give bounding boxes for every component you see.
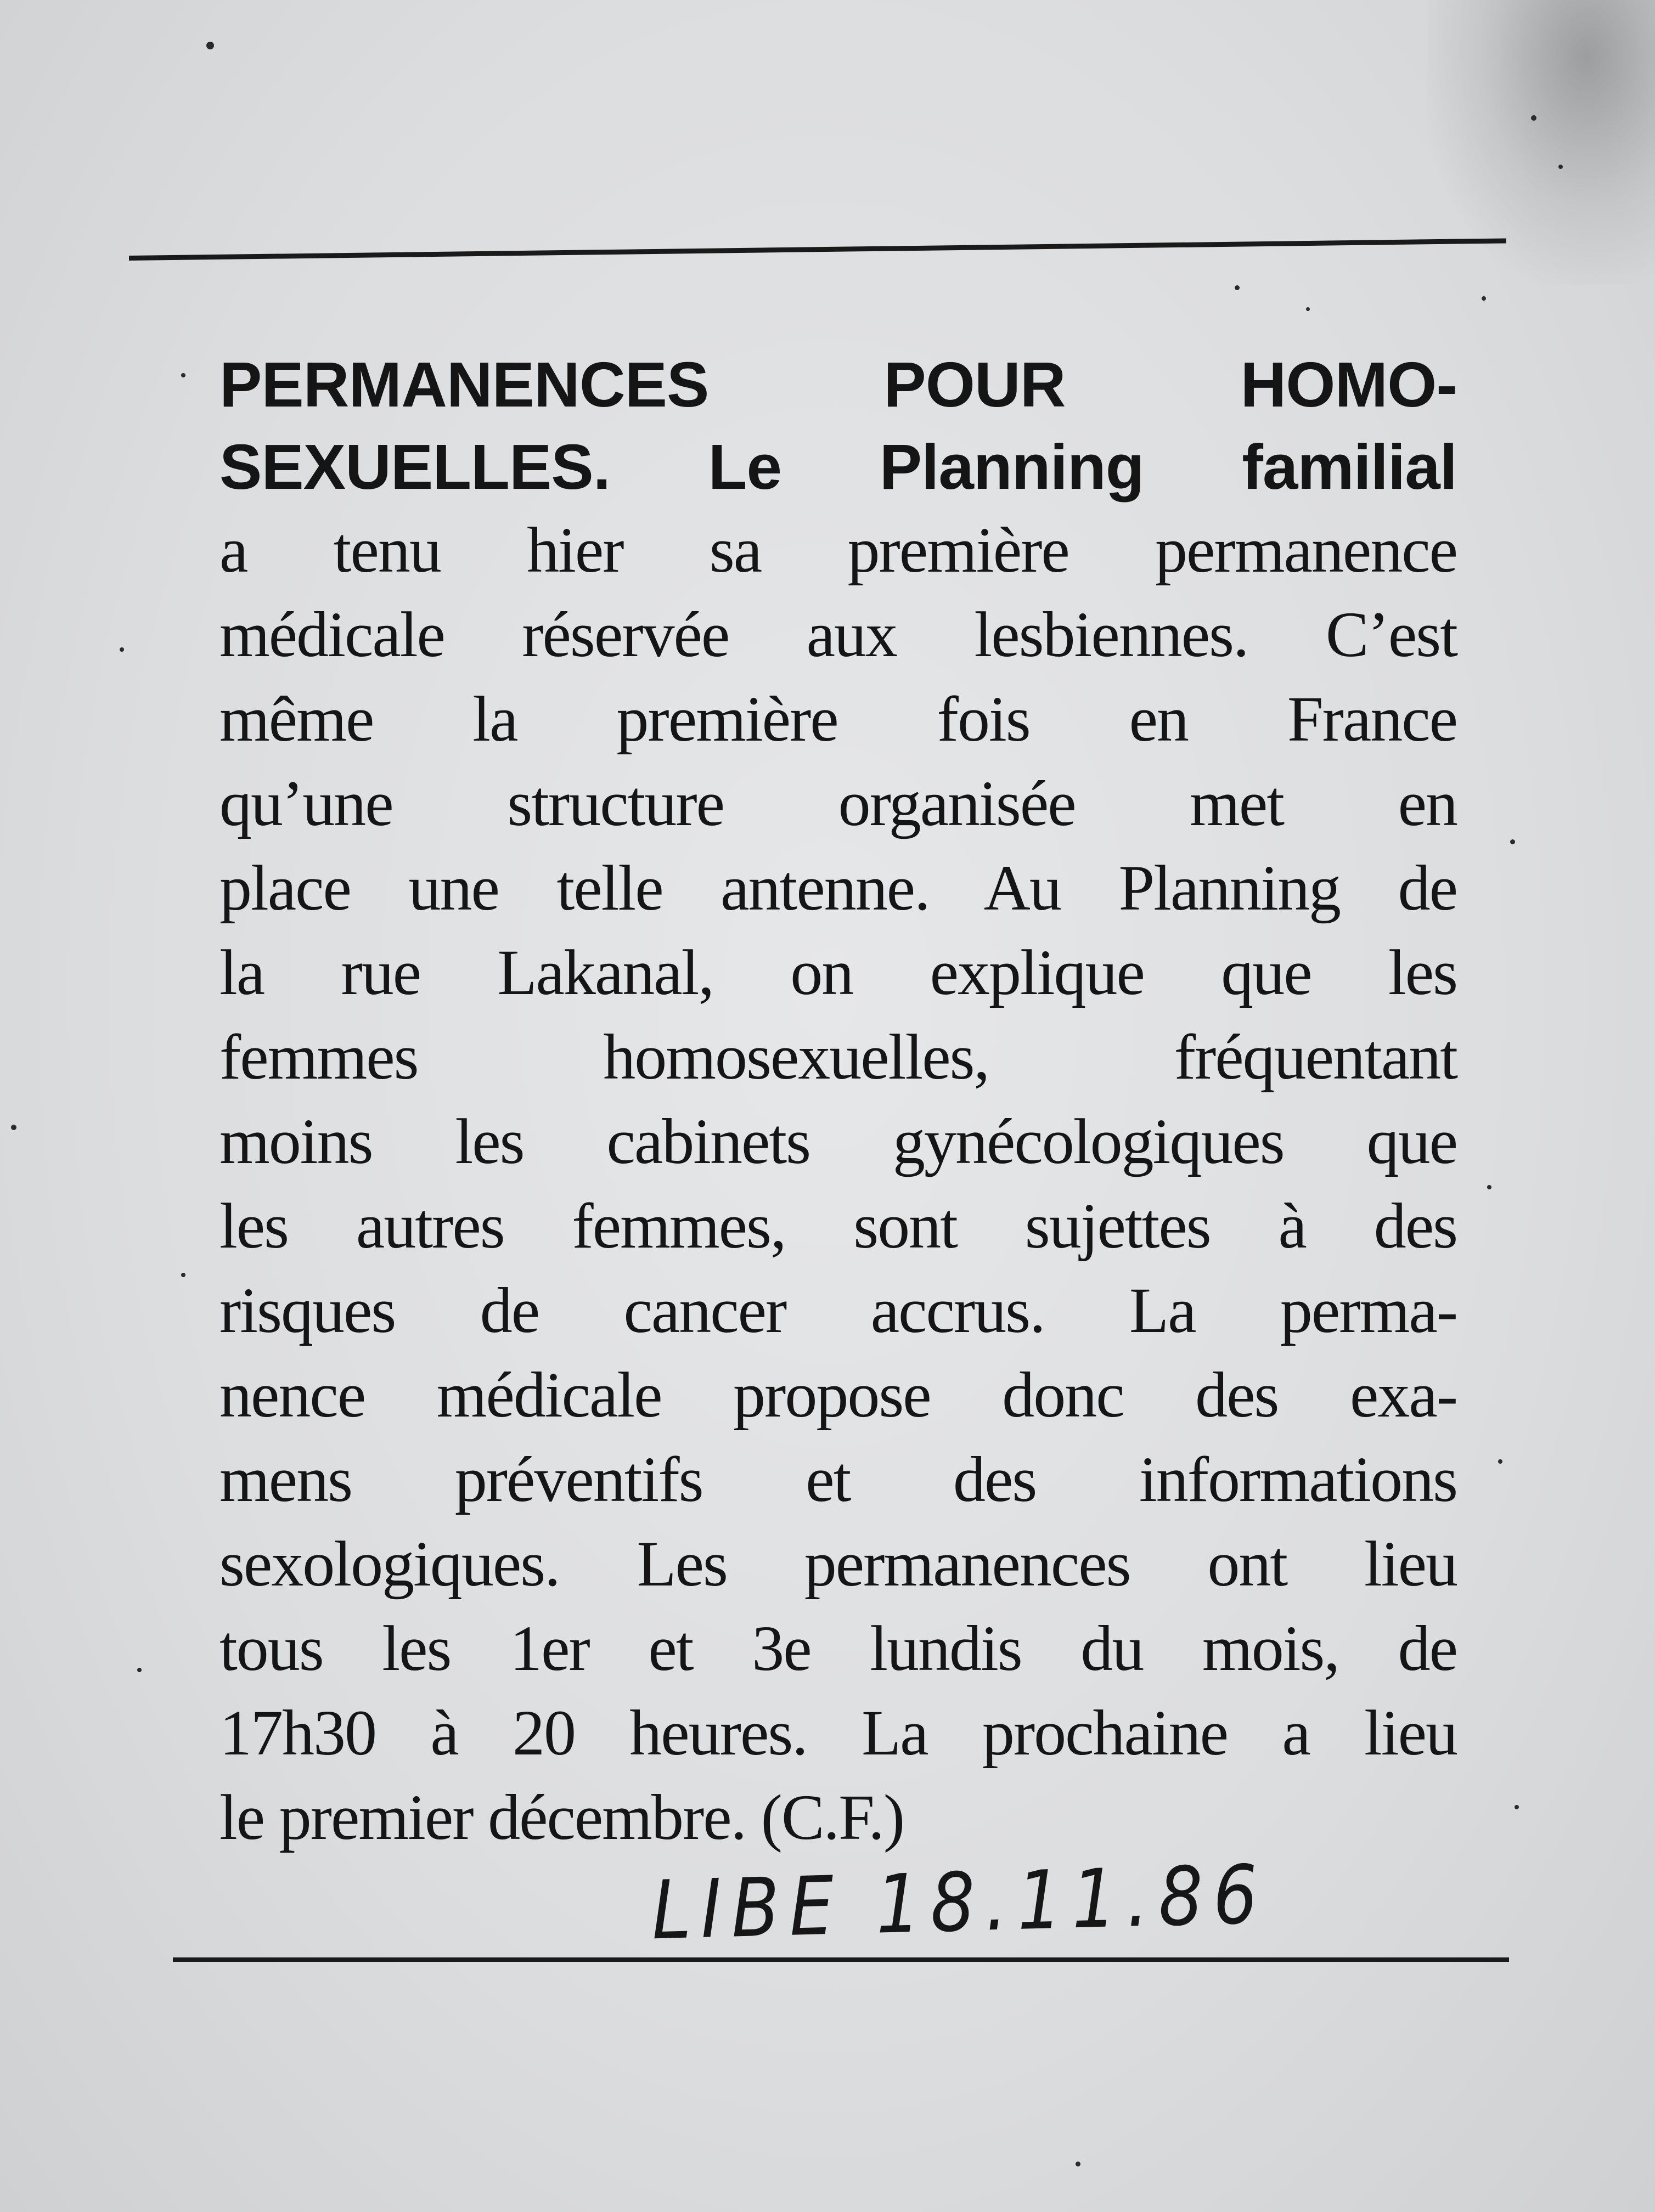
body-line: qu’une structure organisée met en	[219, 768, 1457, 839]
body-line: femmes homosexuelles, fréquentant	[219, 1021, 1457, 1093]
body-line: tous les 1er et 3e lundis du mois, de	[219, 1612, 1457, 1684]
body-line: 17h30 à 20 heures. La prochaine a lieu	[219, 1697, 1457, 1769]
newspaper-clipping	[219, 343, 1457, 1860]
ink-speck	[1558, 165, 1563, 169]
body-line: a tenu hier sa première permanence	[219, 514, 1457, 586]
body-line: le premier décembre. (C.F.)	[219, 1781, 904, 1853]
ink-speck	[137, 1668, 142, 1672]
headline-line: PERMANENCES POUR HOMO-	[219, 349, 1457, 420]
handwritten-date-note: LIBE 18.11.86	[650, 1848, 1269, 1958]
headline-line: SEXUELLES. Le Planning familial	[219, 431, 1457, 503]
body-line: mens préventifs et des informations	[219, 1443, 1457, 1515]
ink-speck	[1306, 307, 1310, 311]
ink-speck	[1487, 1185, 1491, 1189]
ink-speck	[11, 1125, 16, 1130]
ink-speck	[1515, 1805, 1519, 1809]
ink-speck	[1482, 296, 1486, 301]
ink-speck	[181, 373, 185, 377]
ink-speck	[1498, 1459, 1502, 1464]
body-line: les autres femmes, sont sujettes à des	[219, 1190, 1457, 1262]
ink-speck	[1076, 2162, 1080, 2166]
ink-speck	[1531, 115, 1536, 121]
body-line: place une telle antenne. Au Planning de	[219, 852, 1457, 924]
bottom-rule	[173, 1957, 1509, 1962]
ink-speck	[206, 42, 214, 49]
body-line: risques de cancer accrus. La perma-	[219, 1274, 1457, 1346]
body-line: sexologiques. Les permanences ont lieu	[219, 1528, 1457, 1600]
body-line: médicale réservée aux lesbiennes. C’est	[219, 599, 1457, 670]
ink-speck	[181, 1273, 185, 1277]
body-line: moins les cabinets gynécologiques que	[219, 1105, 1457, 1177]
ink-speck	[1510, 839, 1515, 844]
body-line: nence médicale propose donc des exa-	[219, 1359, 1457, 1431]
body-line: même la première fois en France	[219, 683, 1457, 755]
ink-speck	[1235, 285, 1240, 290]
body-line: la rue Lakanal, on explique que les	[219, 936, 1457, 1008]
ink-speck	[120, 647, 124, 652]
